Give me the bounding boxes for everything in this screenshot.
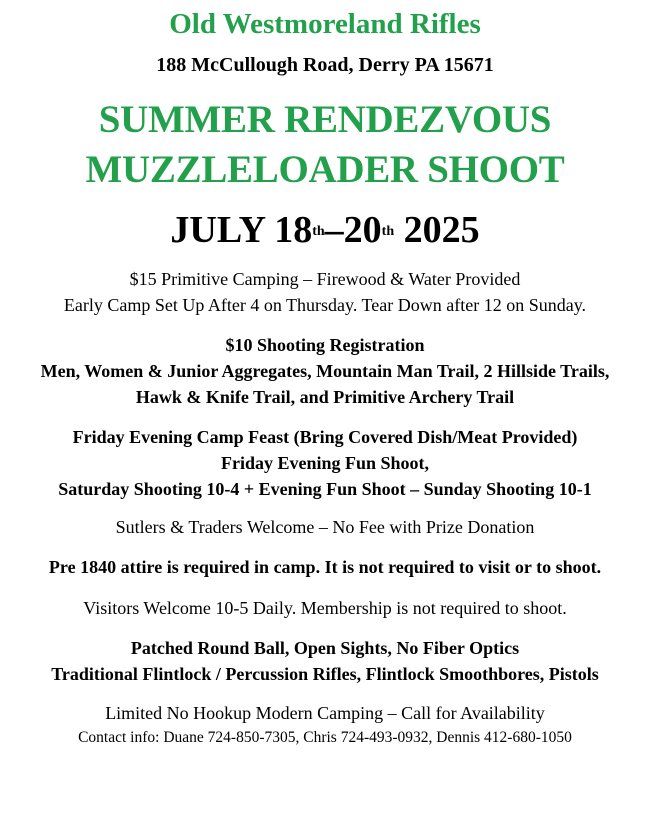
club-name: Old Westmoreland Rifles <box>169 8 481 40</box>
shooting-line-3: Hawk & Knife Trail, and Primitive Archery Trail <box>135 387 515 407</box>
camping-line-1: $15 Primitive Camping – Firewood & Water Provided <box>129 269 521 289</box>
visitors-note: Visitors Welcome 10-5 Daily. Membership is not required to shoot. <box>83 598 567 618</box>
event-dates <box>0 207 650 253</box>
shooting-line-1: $10 Shooting Registration <box>225 335 425 355</box>
attire-note: Pre 1840 attire is required in camp. It is not required to visit or to shoot. <box>48 557 602 577</box>
rules-section <box>0 635 650 687</box>
camping-line-2: Early Camp Set Up After 4 on Thursday. Tear Down after 12 on Sunday. <box>63 295 587 315</box>
schedule-line-2: Friday Evening Fun Shoot, <box>220 453 430 473</box>
contact-info: Contact info: Duane 724-850-7305, Chris 724-493-0932, Dennis 412-680-1050 <box>78 729 572 746</box>
date-suffix-1: th <box>312 224 325 239</box>
date-separator: –20 <box>324 209 382 251</box>
date-month: JULY 18 <box>170 209 313 251</box>
event-title <box>0 95 650 195</box>
shooting-section <box>0 332 650 410</box>
rules-line-2: Traditional Flintlock / Percussion Rifles, Flintlock Smoothbores, Pistols <box>51 664 599 684</box>
camping-section <box>0 266 650 318</box>
schedule-section <box>0 424 650 502</box>
modern-camping-note: Limited No Hookup Modern Camping – Call for Availability <box>105 703 545 723</box>
date-year: 2025 <box>394 209 480 251</box>
club-address: 188 McCullough Road, Derry PA 15671 <box>156 54 494 76</box>
sutlers-note: Sutlers & Traders Welcome – No Fee with Prize Donation <box>115 517 535 537</box>
date-suffix-2: th <box>381 224 395 239</box>
schedule-line-1: Friday Evening Camp Feast (Bring Covered Dish/Meat Provided) <box>72 427 578 447</box>
rules-line-1: Patched Round Ball, Open Sights, No Fiber Optics <box>130 638 520 658</box>
shooting-line-2: Men, Women & Junior Aggregates, Mountain Man Trail, 2 Hillside Trails, <box>40 361 610 381</box>
event-title-line-1: SUMMER RENDEZVOUS <box>98 98 552 141</box>
schedule-line-3: Saturday Shooting 10-4 + Evening Fun Shoot – Sunday Shooting 10-1 <box>58 479 592 499</box>
event-title-line-2: MUZZLELOADER SHOOT <box>85 148 565 191</box>
